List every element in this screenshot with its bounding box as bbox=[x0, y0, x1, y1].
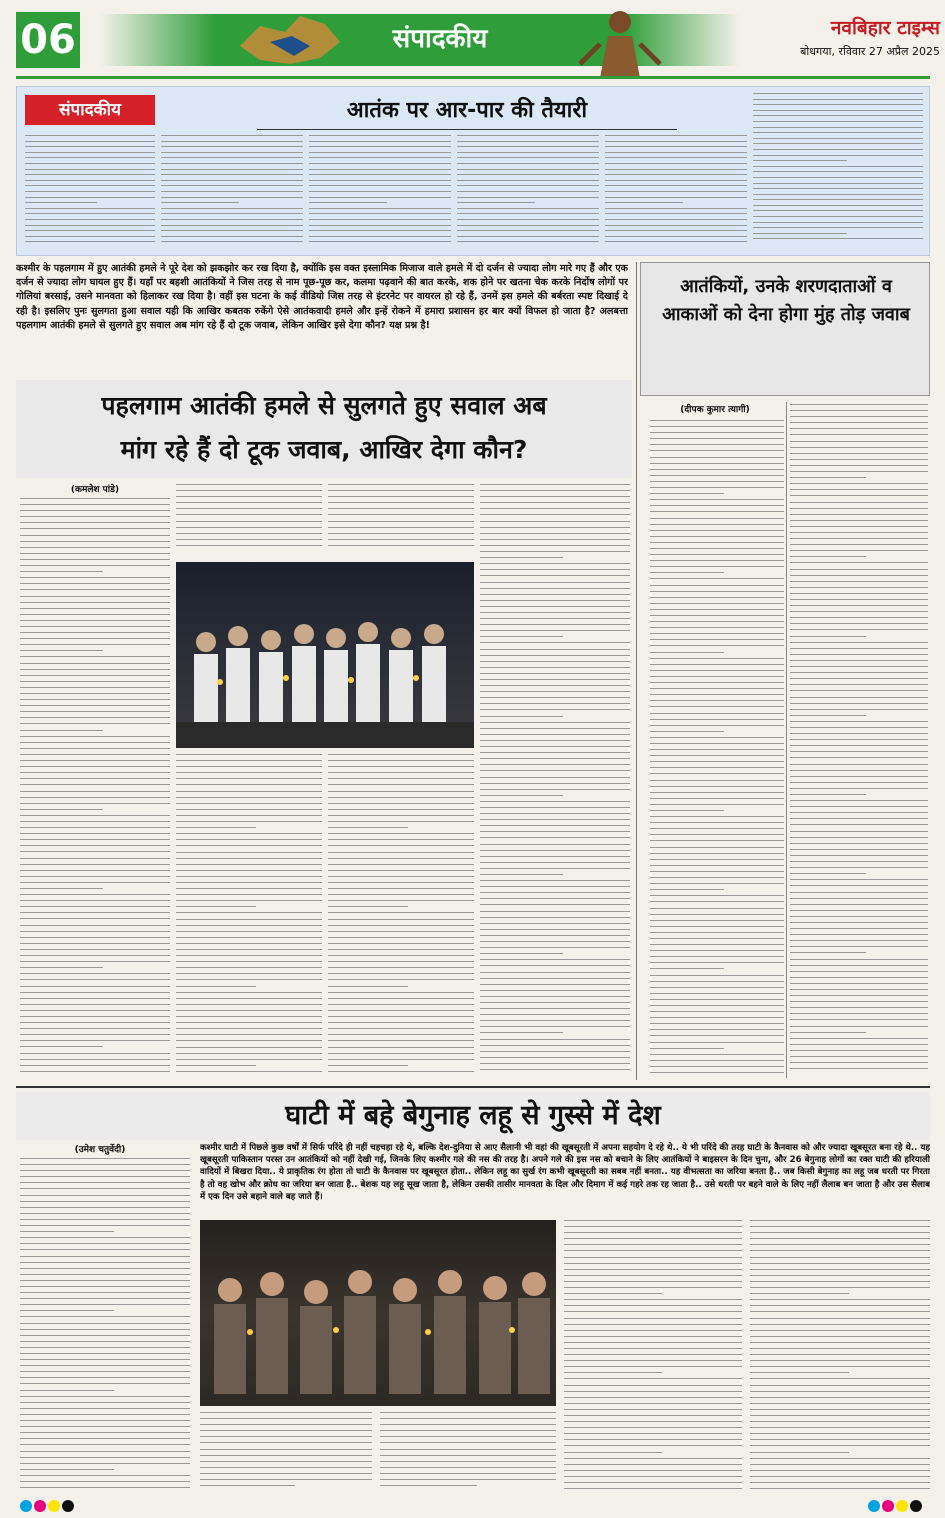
bottom-headline: घाटी में बहे बेगुनाह लहू से गुस्से में देश bbox=[16, 1092, 930, 1140]
editorial-label: संपादकीय bbox=[25, 95, 155, 125]
dateline: बोधगया, रविवार 27 अप्रैल 2025 bbox=[800, 45, 940, 58]
side-col-2 bbox=[790, 404, 928, 1080]
bottom-col-5 bbox=[750, 1220, 930, 1496]
bottom-col-3-bottom bbox=[380, 1412, 556, 1496]
crowd-photo bbox=[200, 1220, 556, 1406]
editorial-headline: आतंक पर आर-पार की तैयारी bbox=[346, 98, 588, 123]
side-byline: (दीपक कुमार त्यागी) bbox=[680, 405, 750, 415]
color-registration-marks-right bbox=[868, 1500, 928, 1514]
main-col-4 bbox=[480, 484, 630, 1080]
section-title: संपादकीय bbox=[392, 24, 488, 54]
main-headline-line1: पहलगाम आतंकी हमले से सुलगते हुए सवाल अब bbox=[101, 391, 547, 420]
main-col-1 bbox=[20, 498, 170, 1080]
editorial-col-5 bbox=[605, 135, 747, 249]
bottom-col-2-bottom bbox=[200, 1412, 372, 1496]
main-col-2-bottom bbox=[176, 754, 322, 1080]
main-col-3-bottom bbox=[328, 754, 474, 1080]
editorial-col-3 bbox=[309, 135, 451, 249]
main-col-2-top bbox=[176, 484, 322, 556]
main-col-3-top bbox=[328, 484, 474, 556]
bottom-col-4 bbox=[564, 1220, 742, 1496]
intro-deck: कश्मीर के पहलगाम में हुए आतंकी हमले ने पूरे देश को झकझोर कर रख दिया है, क्योंकि इस वक्त इस्लामिक मिजाज वाले हमले में दो दर्जन से ज्यादा लोग मारे गए हैं और एक दर्जन से ज्यादा लोग घायल हुए हैं। यहाँ पर बहशी आतंकियों ने जिस तरह से नाम पूछ-पूछ कर, कलमा पढ़वाने की बात करके, शक होने पर खतना चेक करके निर्दोष लोगों पर गोलियां बरसाई, उसने मानवता को हिलाकर रख दिया है। वहीं इस घटना के कई वीडियो जिस तरह से इंटरनेट पर वायरल हो रहे हैं, उनमें इस हमले की बर्बरता स्पष्ट दिखाई दे रही है। इसलिए पुनः सुलगता हुआ सवाल यही कि आखिर कबतक रुकेंगे ऐसे आतंकवादी हमले और इन्हें रोकने में हमारा प्रशासन हर बार क्यों विफल हो जाता है? अलबत्ता पहलगाम आतंकी हमले से सुलगते हुए सवाल अब मांग रहे हैं दो टूक जवाब, लेकिन आखिर इसे देगा कौन? यक्ष प्रश्न है! bbox=[16, 263, 628, 331]
side-headline: आतंकियों, उनके शरणदाताओं व आकाओं को देना होगा मुंह तोड़ जवाब bbox=[662, 276, 910, 325]
main-headline-box bbox=[16, 380, 632, 478]
editorial-box bbox=[16, 86, 930, 256]
map-graphic bbox=[230, 6, 350, 72]
masthead bbox=[0, 0, 945, 80]
editorial-col-1 bbox=[25, 135, 155, 249]
bottom-intro: कश्मीर घाटी में पिछले कुछ वर्षों में सिर्फ परिंदे ही नहीं चहचहा रहे थे, बल्कि देश-दुनिया से आए सैलानी भी वहां की खूबसूरती में अपना सहयोग दे रहे थे.. ये भी परिंदे की तरह घाटी के कैनवास को और ज्यादा खूबसूरत बना रहे थे.. यह खूबसूरती पाकिस्तान परस्त उन आतंकियों को नहीं देखी गई, जिनके लिए कश्मीर गले की नस की तरह है। अपने गले की इस नस को बचाने के लिए आतंकियों ने बाइसरन के दिन चुना, और 26 बेगुनाह लोगों का रक्त घाटी की हरियाली वादियों में बिखरा दिया.. ये प्राकृतिक रंग होता तो घाटी के कैनवास पर खूबसूरत होता.. लेकिन लहू का सुर्ख रंग कभी खूबसूरती का सबब नहीं बनता.. यह वीभत्सता का जरिया बनता है.. जब किसी बेगुनाह का लहू जब धरती पर गिरता है तो वह खोभ और क्रोध का जरिया बन जाता है.. बेशक यह लहू सूख जाता है, लेकिन उसकी तासीर मानवता के दिल और दिमाग में कई गहरे तक रह जाता है.. उसे धरती पर बहने वाले के लिए नहीं लैलाब बन जाता है और उस सैलाब में एक दिन उसे बहाने वाले बह जाते हैं। bbox=[200, 1143, 930, 1202]
statue-graphic bbox=[560, 4, 680, 78]
editorial-col-4 bbox=[457, 135, 599, 249]
candle-vigil-photo bbox=[176, 562, 474, 748]
editorial-col-6 bbox=[753, 93, 923, 249]
bottom-col-1 bbox=[20, 1158, 190, 1496]
color-registration-marks bbox=[20, 1500, 140, 1514]
side-headline-box bbox=[640, 262, 930, 396]
bottom-byline: (उमेश चतुर्वेदी) bbox=[74, 1145, 126, 1155]
editorial-col-2 bbox=[161, 135, 303, 249]
main-byline: (कमलेश पांडे) bbox=[70, 485, 120, 495]
page-number: 06 bbox=[16, 12, 80, 68]
paper-name: नवबिहार टाइम्स bbox=[830, 17, 940, 39]
side-col-1 bbox=[650, 420, 784, 1080]
main-headline-line2: मांग रहे हैं दो टूक जवाब, आखिर देगा कौन? bbox=[120, 435, 528, 464]
